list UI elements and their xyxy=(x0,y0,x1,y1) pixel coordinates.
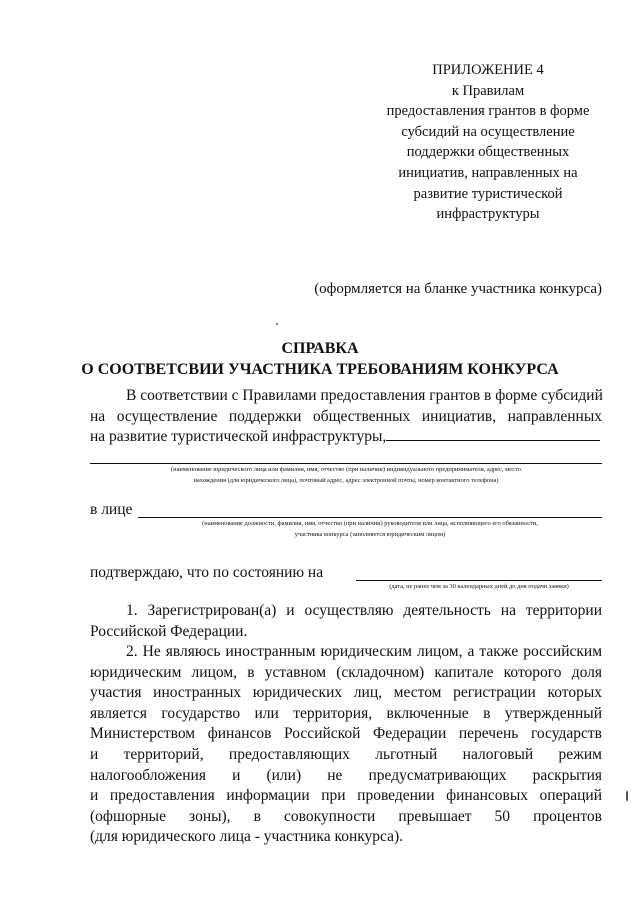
organization-name-field[interactable] xyxy=(90,463,602,464)
appendix-line: предоставления грантов в форме xyxy=(386,103,590,120)
intro-line-2: на осуществление поддержки общественных инициатив, направленных xyxy=(90,407,602,425)
scan-speck xyxy=(276,323,278,325)
organization-blank-line[interactable] xyxy=(386,439,600,441)
intro-paragraph xyxy=(90,386,602,448)
blank-note: (оформляется на бланке участника конкурса) xyxy=(314,281,602,297)
item-2-line-6: и территорий, предоставляющих льготный налоговый режим xyxy=(90,745,602,763)
organization-caption xyxy=(90,465,602,486)
document-title xyxy=(0,338,640,380)
appendix-line: развитие туристической xyxy=(413,185,563,202)
person-caption-line-1: (наименование должности, фамилия, имя, отчество (при наличии) руководителя или лица, исполняющего его обязанности, xyxy=(202,520,538,527)
title-line-2: О СООТВЕТСВИИ УЧАСТНИКА ТРЕБОВАНИЯМ КОНКУРСА xyxy=(81,361,559,378)
appendix-line: инфраструктуры xyxy=(436,206,540,223)
scan-speck xyxy=(626,791,628,801)
item-1 xyxy=(90,601,602,642)
appendix-line: субсидий на осуществление xyxy=(401,123,575,140)
item-2-line-4: является государство или территория, включенные в утвержденный xyxy=(90,704,602,722)
appendix-header xyxy=(372,60,604,225)
appendix-line: поддержки общественных xyxy=(406,144,570,161)
date-caption: (дата, не ранее чем за 30 календарных дней до дня подачи заявки) xyxy=(389,583,569,590)
person-label: в лице xyxy=(90,501,133,518)
item-1-line-2: Российской Федерации. xyxy=(90,622,248,640)
date-field[interactable] xyxy=(356,580,602,581)
item-2-line-5: Министерством финансов Российской Федерации перечень государств xyxy=(90,725,602,743)
intro-line-1: В соответствии с Правилами предоставления грантов в форме субсидий xyxy=(126,387,603,404)
appendix-line: инициатив, направленных на xyxy=(398,164,578,181)
person-caption xyxy=(138,519,602,540)
item-2-line-7: налогообложения и (или) не предусматривающих раскрытия xyxy=(90,766,602,784)
organization-caption-line-1: (наименование юридического лица или фамилия, имя, отчество (при наличии) индивидуального предпринимателя, адрес, место xyxy=(171,466,521,473)
item-2-line-2: юридическим лицом, в уставном (складочном) капитале которого доля xyxy=(90,663,602,681)
item-2-line-1: 2. Не являюсь иностранным юридическим лицом, а также российским xyxy=(126,643,602,660)
item-2-line-10: (для юридического лица - участника конкурса). xyxy=(90,828,404,846)
item-2-line-8: и предоставления информации при проведении финансовых операций xyxy=(90,787,602,805)
title-line-1: СПРАВКА xyxy=(281,340,359,357)
item-2-line-9: (офшорные зоны), в совокупности превышает 50 процентов xyxy=(90,807,602,825)
person-field[interactable] xyxy=(138,517,602,518)
intro-line-3-wrap xyxy=(90,427,602,448)
intro-line-3: на развитие туристической инфраструктуры, xyxy=(90,428,387,446)
item-1-line-1: 1. Зарегистрирован(а) и осуществляю деятельность на территории xyxy=(126,602,602,619)
appendix-line: ПРИЛОЖЕНИЕ 4 xyxy=(432,62,544,78)
confirm-label: подтверждаю, что по состоянию на xyxy=(90,564,324,581)
item-2 xyxy=(90,642,602,848)
item-2-line-3: участия иностранных юридических лиц, местом регистрации которых xyxy=(90,684,602,702)
appendix-line: к Правилам xyxy=(451,82,525,99)
organization-caption-line-2: нахождения (для юридического лица), почтовый адрес, адрес электронной почты, номер контактного телефона) xyxy=(193,476,499,484)
person-caption-line-2: участника конкурса (заполняется юридическим лицом) xyxy=(294,530,446,538)
